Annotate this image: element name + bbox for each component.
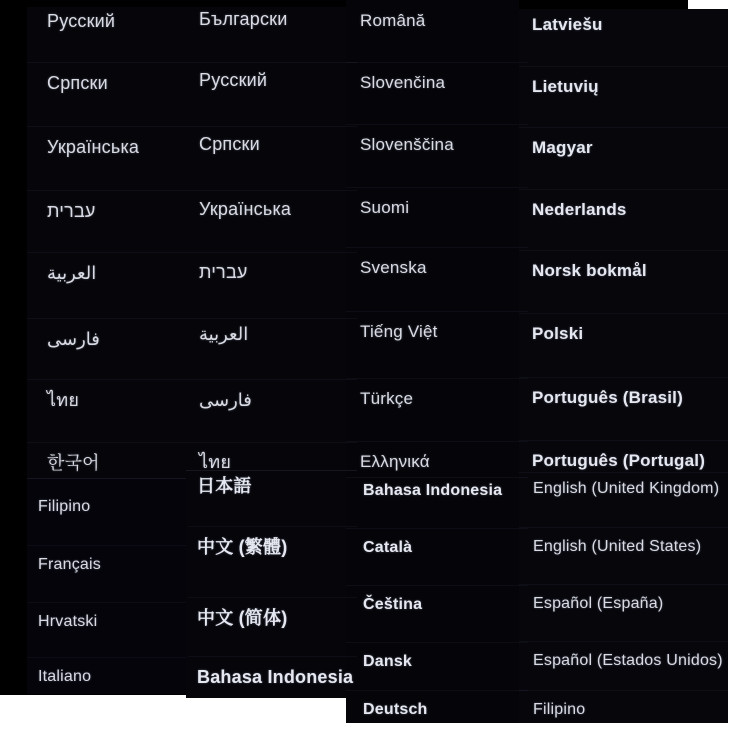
row-divider bbox=[27, 442, 357, 443]
row-divider bbox=[346, 690, 528, 691]
language-option[interactable]: Slovenščina bbox=[360, 135, 454, 154]
language-option[interactable]: Русский bbox=[47, 11, 116, 31]
language-option[interactable]: עברית bbox=[47, 201, 96, 221]
language-option[interactable]: Filipino bbox=[533, 701, 586, 718]
panel-seam bbox=[346, 477, 528, 478]
language-option[interactable]: Español (Estados Unidos) bbox=[533, 652, 723, 669]
language-option[interactable]: Latviešu bbox=[532, 15, 603, 34]
language-option[interactable]: Bahasa Indonesia bbox=[197, 667, 354, 687]
row-divider bbox=[27, 126, 357, 127]
language-option[interactable]: Hrvatski bbox=[38, 613, 98, 630]
language-option[interactable]: Español (España) bbox=[533, 595, 664, 612]
language-option[interactable]: Српски bbox=[47, 73, 108, 93]
row-divider bbox=[27, 545, 186, 546]
language-option[interactable]: Українська bbox=[199, 199, 292, 219]
row-divider bbox=[27, 252, 357, 253]
screenshot-panel-col4 bbox=[519, 9, 728, 723]
language-option[interactable]: 한국어 bbox=[47, 453, 100, 473]
language-option[interactable]: فارسی bbox=[199, 390, 252, 410]
language-option[interactable]: Ελληνικά bbox=[360, 452, 430, 471]
language-option[interactable]: Nederlands bbox=[532, 200, 627, 219]
language-option[interactable]: English (United Kingdom) bbox=[533, 480, 720, 497]
row-divider bbox=[27, 602, 186, 603]
language-option[interactable]: Filipino bbox=[38, 498, 91, 515]
language-option[interactable]: Magyar bbox=[532, 138, 593, 157]
row-divider bbox=[519, 690, 728, 691]
row-divider bbox=[27, 657, 186, 658]
language-option[interactable]: Polski bbox=[532, 324, 584, 343]
row-divider bbox=[346, 585, 528, 586]
language-option[interactable]: ไทย bbox=[199, 452, 232, 472]
language-option[interactable]: Lietuvių bbox=[532, 77, 599, 96]
row-divider bbox=[27, 62, 357, 63]
language-option[interactable]: Português (Brasil) bbox=[532, 388, 683, 407]
language-option[interactable]: Српски bbox=[199, 134, 260, 154]
language-option[interactable]: עברית bbox=[199, 262, 248, 282]
row-divider bbox=[27, 379, 357, 380]
language-option[interactable]: 中文 (简体) bbox=[197, 608, 288, 628]
language-option[interactable]: Français bbox=[38, 556, 101, 573]
language-option[interactable]: العربية bbox=[47, 263, 97, 283]
row-divider bbox=[346, 528, 528, 529]
row-divider bbox=[519, 127, 728, 128]
language-option[interactable]: Suomi bbox=[360, 198, 410, 217]
language-option[interactable]: Català bbox=[363, 539, 413, 556]
row-divider bbox=[346, 124, 528, 125]
row-divider bbox=[519, 66, 728, 67]
row-divider bbox=[346, 441, 528, 442]
row-divider bbox=[519, 189, 728, 190]
panel-seam bbox=[519, 472, 728, 473]
row-divider bbox=[346, 62, 528, 63]
row-divider bbox=[519, 641, 728, 642]
language-option[interactable]: Tiếng Việt bbox=[360, 322, 438, 341]
row-divider bbox=[346, 187, 528, 188]
language-option[interactable]: Norsk bokmål bbox=[532, 261, 647, 280]
row-divider bbox=[519, 313, 728, 314]
row-divider bbox=[519, 527, 728, 528]
language-option[interactable]: English (United States) bbox=[533, 538, 702, 555]
language-option[interactable]: Čeština bbox=[363, 596, 423, 613]
language-option[interactable]: فارسی bbox=[47, 329, 100, 349]
row-divider bbox=[188, 526, 357, 527]
row-divider bbox=[519, 250, 728, 251]
screenshot-panel-col4-top-margin bbox=[519, 0, 688, 9]
row-divider bbox=[346, 642, 528, 643]
language-option[interactable]: Українська bbox=[47, 137, 140, 157]
language-option[interactable]: العربية bbox=[199, 324, 249, 344]
language-option[interactable]: Italiano bbox=[38, 668, 92, 685]
language-option[interactable]: Svenska bbox=[360, 258, 427, 277]
language-option[interactable]: Deutsch bbox=[363, 701, 428, 718]
row-divider bbox=[346, 247, 528, 248]
row-divider bbox=[519, 440, 728, 441]
screenshot-panel-bottom-col2 bbox=[186, 470, 357, 698]
language-option[interactable]: ไทย bbox=[47, 390, 80, 410]
language-option[interactable]: Bahasa Indonesia bbox=[363, 482, 503, 499]
language-option[interactable]: Türkçe bbox=[360, 389, 414, 408]
language-option[interactable]: 中文 (繁體) bbox=[197, 537, 288, 557]
row-divider bbox=[27, 190, 357, 191]
language-option[interactable]: 日本語 bbox=[197, 476, 252, 496]
language-option[interactable]: Български bbox=[199, 9, 288, 29]
row-divider bbox=[188, 597, 357, 598]
language-option[interactable]: Dansk bbox=[363, 653, 413, 670]
panel-seam bbox=[27, 478, 186, 479]
row-divider bbox=[519, 584, 728, 585]
screenshot-panel-col3 bbox=[346, 0, 528, 723]
row-divider bbox=[519, 377, 728, 378]
language-option[interactable]: Русский bbox=[199, 70, 268, 90]
row-divider bbox=[346, 378, 528, 379]
row-divider bbox=[188, 656, 357, 657]
language-option[interactable]: Português (Portugal) bbox=[532, 451, 706, 470]
row-divider bbox=[346, 311, 528, 312]
language-option[interactable]: Slovenčina bbox=[360, 73, 446, 92]
row-divider bbox=[27, 318, 357, 319]
language-option[interactable]: Română bbox=[360, 11, 426, 30]
